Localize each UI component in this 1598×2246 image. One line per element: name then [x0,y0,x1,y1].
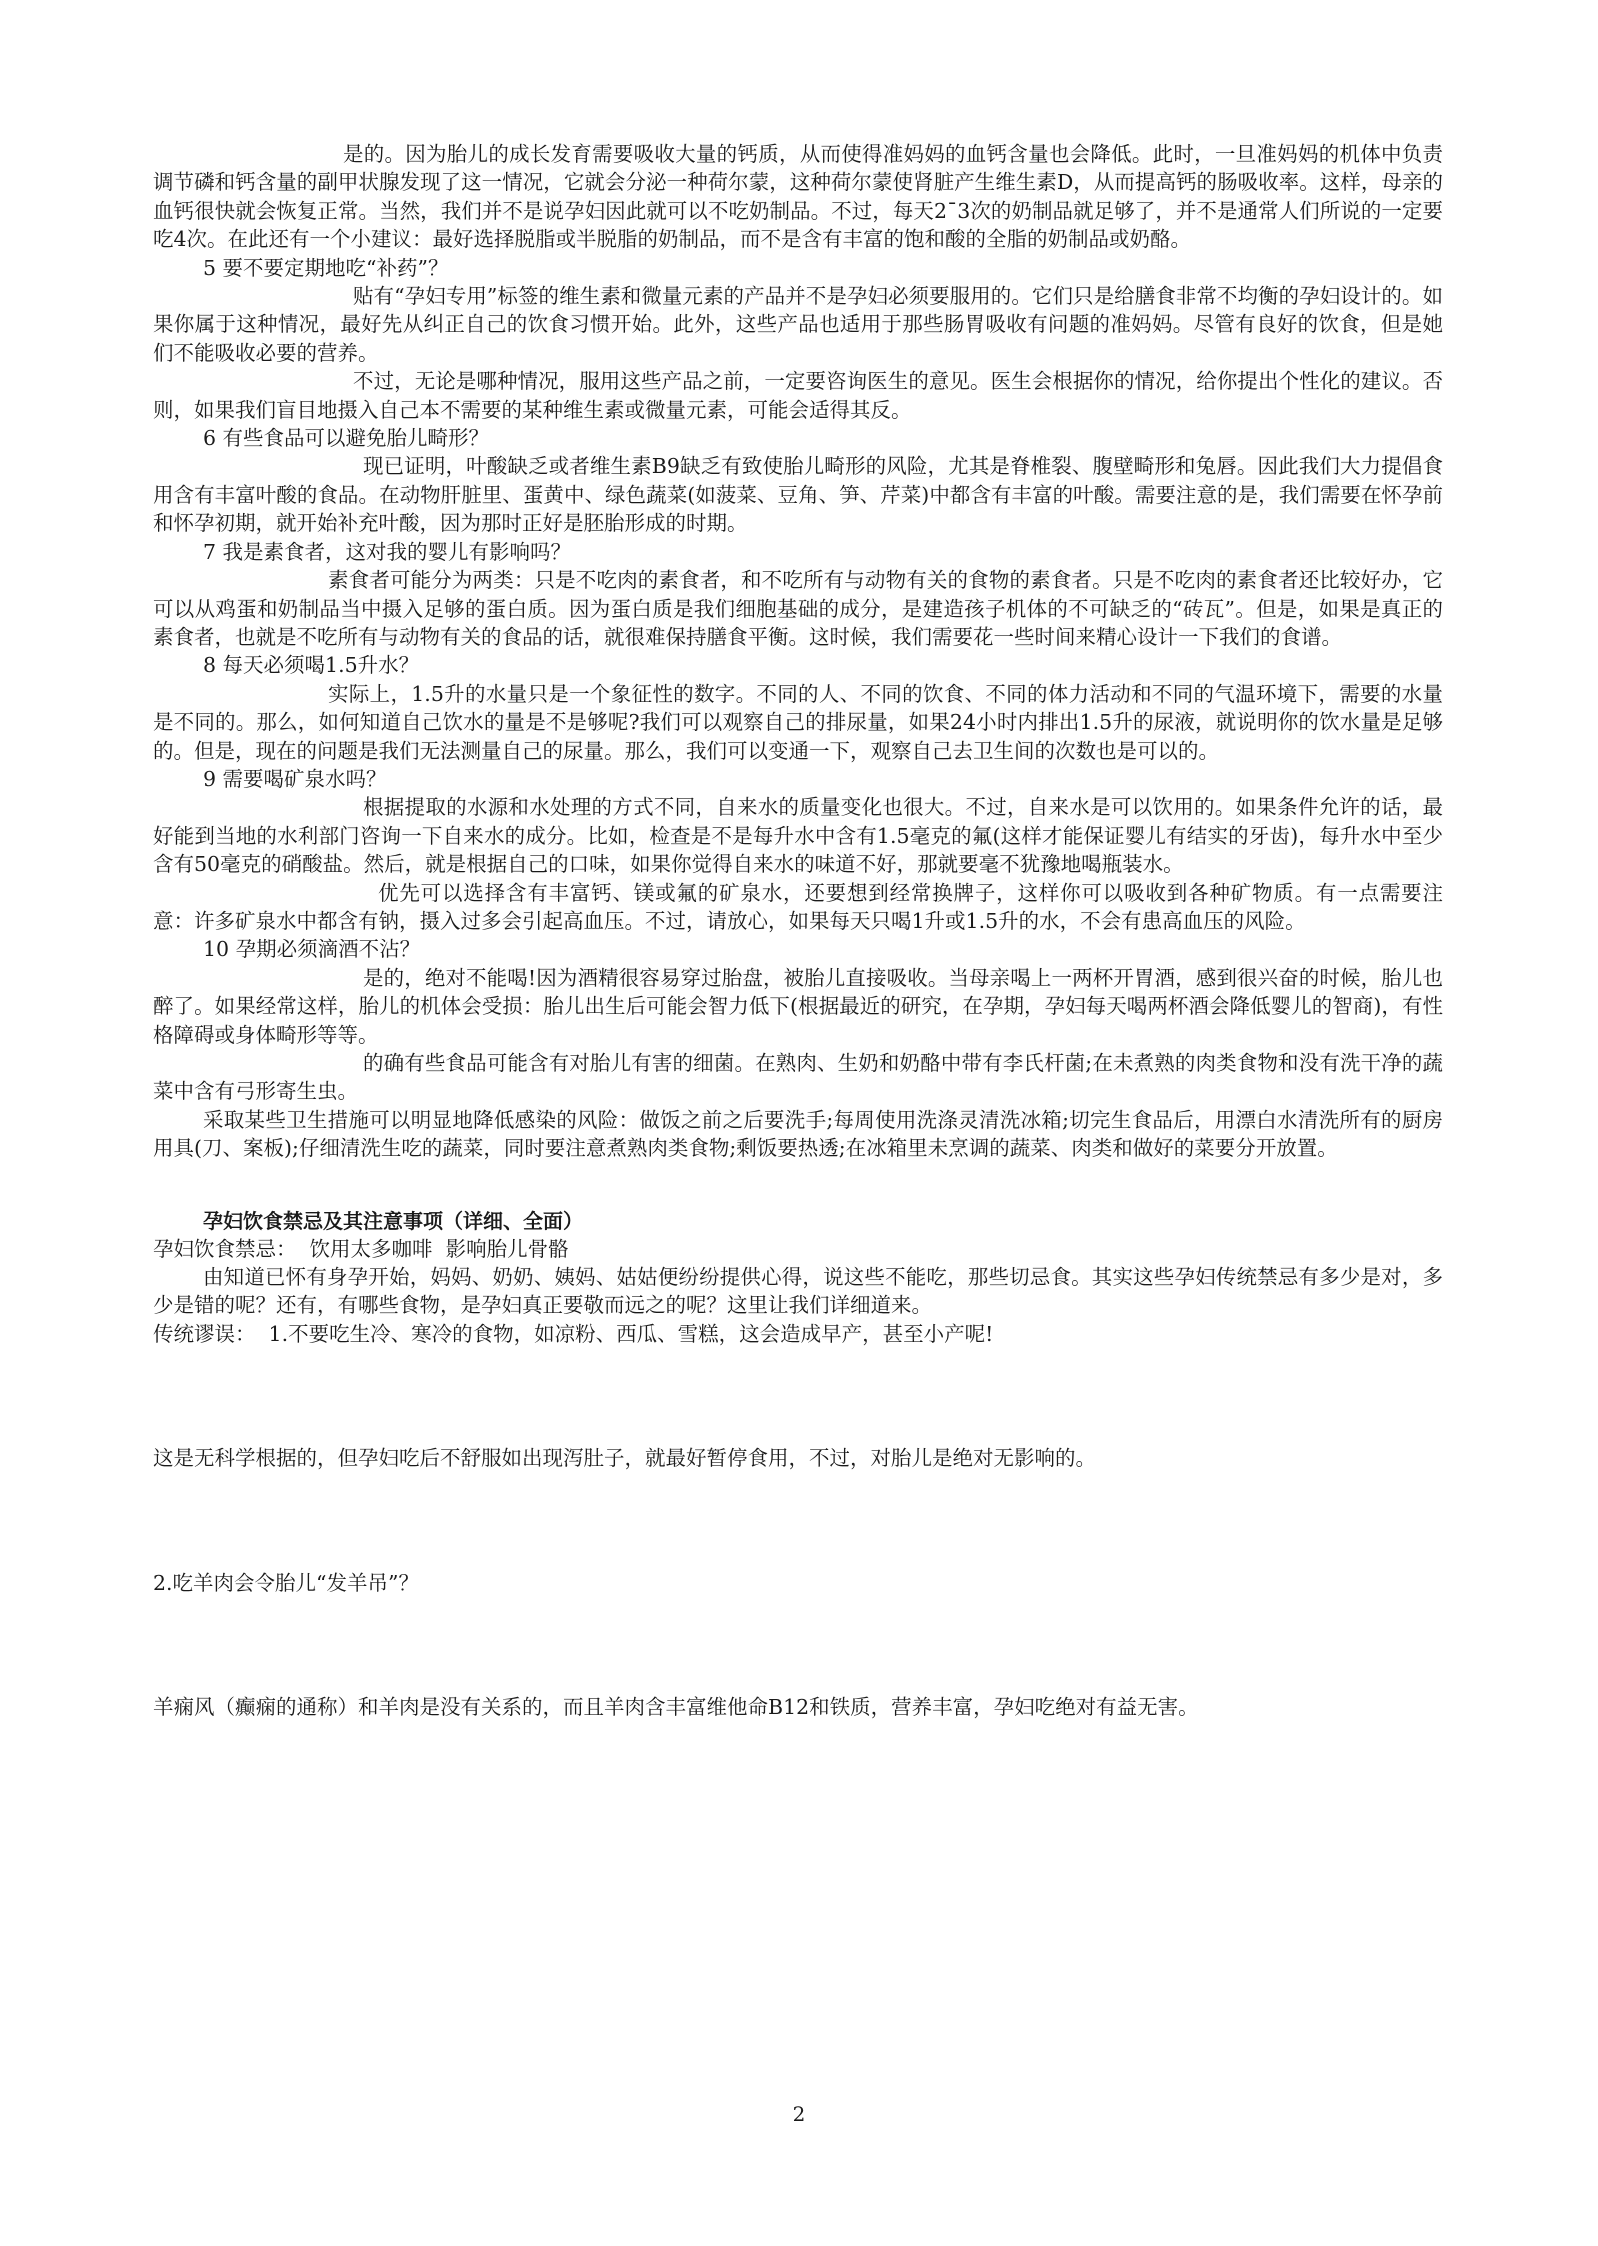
paragraph-folic-acid: 现已证明，叶酸缺乏或者维生素B9缺乏有致使胎儿畸形的风险，尤其是脊椎裂、腹壁畸形和兔唇。因此我们大力提倡食用含有丰富叶酸的食品。在动物肝脏里、蛋黄中、绿色蔬菜(如菠菜、豆角、笋、芹菜)中都含有丰富的叶酸。需要注意的是，我们需要在怀孕前和怀孕初期，就开始补充叶酸，因为那时正好是胚胎形成的时期。 [153,454,1443,536]
paragraph-consult-doctor: 不过，无论是哪种情况，服用这些产品之前，一定要咨询医生的意见。医生会根据你的情况，给你提出个性化的建议。否则，如果我们盲目地摄入自己本不需要的某种维生素或微量元素，可能会适得其反。 [153,369,1443,422]
paragraph-hygiene: 采取某些卫生措施可以明显地降低感染的风险：做饭之前之后要洗手;每周使用洗涤灵清洗冰箱;切完生食品后，用漂白水清洗所有的厨房用具(刀、案板);仔细清洗生吃的蔬菜，同时要注意煮熟肉类食物;剩饭要热透;在冰箱里未烹调的蔬菜、肉类和做好的菜要分开放置。 [153,1107,1443,1161]
paragraph-mineral-water: 优先可以选择含有丰富钙、镁或氟的矿泉水，还要想到经常换牌子，这样你可以吸收到各种矿物质。有一点需要注意：许多矿泉水中都含有钠，摄入过多会引起高血压。不过，请放心，如果每天只喝1升或1.5升的水，不会有患高血压的风险。 [153,880,1443,933]
section-intro: 由知道已怀有身孕开始，妈妈、奶奶、姨妈、姑姑便纷纷提供心得，说这些不能吃，那些切忌食。其实这些孕妇传统禁忌有多少是对，多少是错的呢？还有，有哪些食物，是孕妇真正要敬而远之的呢？这里让我们详细道来。 [153,1265,1443,1318]
section-title: 孕妇饮食禁忌及其注意事项（详细、全面） [203,1208,583,1233]
question-9: 9 需要喝矿泉水吗？ [203,766,387,791]
paragraph-tap-water: 根据提取的水源和水处理的方式不同，自来水的质量变化也很大。不过，自来水是可以饮用的。如果条件允许的话，最好能到当地的水利部门咨询一下自来水的成分。比如，检查是不是每升水中含有1.5毫克的氟(这样才能保证婴儿有结实的牙齿)，每升水中至少含有50毫克的硝酸盐。然后，就是根据自己的口味，如果你觉得自来水的味道不好，那就要毫不犹豫地喝瓶装水。 [153,795,1443,877]
question-8: 8 每天必须喝1.5升水？ [203,653,420,678]
question-6: 6 有些食品可以避免胎儿畸形？ [203,426,490,451]
paragraph-calcium: 是的。因为胎儿的成长发育需要吸收大量的钙质，从而使得准妈妈的血钙含量也会降低。此时，一旦准妈妈的机体中负责调节磷和钙含量的副甲状腺发现了这一情况，它就会分泌一种荷尔蒙，这种荷尔蒙使肾脏产生维生素D，从而提高钙的肠吸收率。这样，母亲的血钙很快就会恢复正常。当然，我们并不是说孕妇因此就可以不吃奶制品。不过，每天2¯3次的奶制品就足够了，并不是通常人们所说的一定要吃4次。在此还有一个小建议：最好选择脱脂或半脱脂的奶制品，而不是含有丰富的饱和酸的全脂的奶制品或奶酪。 [153,142,1443,252]
question-10: 10 孕期必须滴酒不沾？ [203,937,421,962]
question-7: 7 我是素食者，这对我的婴儿有影响吗？ [203,539,572,564]
document-body [153,140,1443,1721]
paragraph-vegetarian: 素食者可能分为两类：只是不吃肉的素食者，和不吃所有与动物有关的食物的素食者。只是不吃肉的素食者还比较好办，它可以从鸡蛋和奶制品当中摄入足够的蛋白质。因为蛋白质是我们细胞基础的成分，是建造孩子机体的不可缺乏的“砖瓦”。但是，如果是真正的素食者，也就是不吃所有与动物有关的食品的话，就很难保持膳食平衡。这时候，我们需要花一些时间来精心设计一下我们的食谱。 [153,568,1443,649]
question-5: 5 要不要定期地吃“补药”？ [203,255,449,280]
myth-1: 传统谬误： 1.不要吃生冷、寒冷的食物，如凉粉、西瓜、雪糕，这会造成早产，甚至小产呢! [153,1321,994,1346]
paragraph-water: 实际上，1.5升的水量只是一个象征性的数字。不同的人、不同的饮食、不同的体力活动和不同的气温环境下，需要的水量是不同的。那么，如何知道自己饮水的量是不是够呢?我们可以观察自己的排尿量，如果24小时内排出1.5升的尿液，就说明你的饮水量是足够的。但是，现在的问题是我们无法测量自己的尿量。那么，我们可以变通一下，观察自己去卫生间的次数也是可以的。 [153,681,1443,763]
page-number: 2 [792,2102,806,2126]
paragraph-bacteria: 的确有些食品可能含有对胎儿有害的细菌。在熟肉、生奶和奶酪中带有李氏杆菌;在未煮熟的肉类食物和没有洗干净的蔬菜中含有弓形寄生虫。 [153,1051,1443,1104]
answer-1: 这是无科学根据的，但孕妇吃后不舒服如出现泻肚子，就最好暂停食用，不过，对胎儿是绝对无影响的。 [153,1446,1096,1471]
paragraph-supplements: 贴有“孕妇专用”标签的维生素和微量元素的产品并不是孕妇必须要服用的。它们只是给膳食非常不均衡的孕妇设计的。如果你属于这种情况，最好先从纠正自己的饮食习惯开始。此外，这些产品也适用于那些肠胃吸收有问题的准妈妈。尽管有良好的饮食，但是她们不能吸收必要的营养。 [153,284,1443,365]
section-subtitle: 孕妇饮食禁忌： 饮用太多咖啡 影响胎儿骨骼 [153,1236,569,1261]
myth-2: 2.吃羊肉会令胎儿“发羊吊”？ [153,1570,420,1595]
paragraph-alcohol: 是的，绝对不能喝!因为酒精很容易穿过胎盘，被胎儿直接吸收。当母亲喝上一两杯开胃酒，感到很兴奋的时候，胎儿也醉了。如果经常这样，胎儿的机体会受损：胎儿出生后可能会智力低下(根据最近的研究，在孕期，孕妇每天喝两杯酒会降低婴儿的智商)，有性格障碍或身体畸形等等。 [153,965,1443,1047]
answer-2: 羊痫风（癫痫的通称）和羊肉是没有关系的，而且羊肉含丰富维他命B12和铁质，营养丰富，孕妇吃绝对有益无害。 [153,1695,1199,1720]
